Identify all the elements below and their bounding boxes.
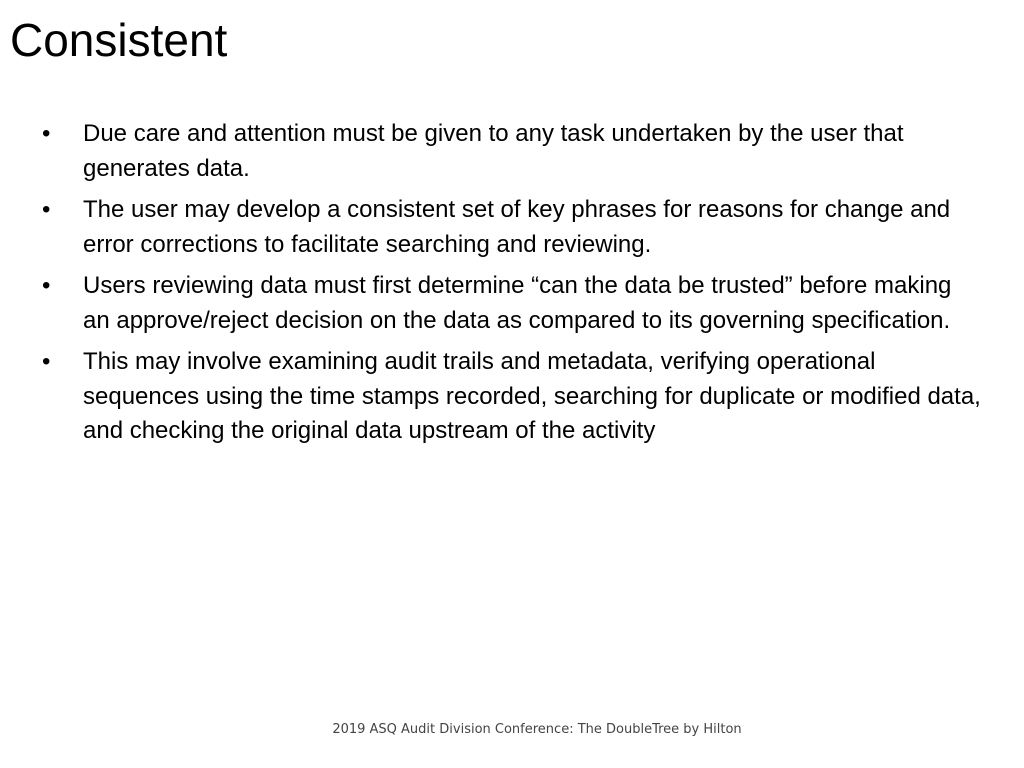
bullet-text: Users reviewing data must first determine “can the data be trusted” before making an approve/reject decision on the data as compared to its governing specification. bbox=[83, 272, 952, 334]
bullet-item bbox=[42, 345, 982, 449]
bullet-dot-icon: • bbox=[42, 348, 51, 375]
bullet-text: The user may develop a consistent set of key phrases for reasons for change and error corrections to facilitate searching and reviewing. bbox=[83, 196, 951, 258]
bullet-list bbox=[42, 117, 982, 456]
bullet-item bbox=[42, 193, 982, 262]
bullet-item bbox=[42, 117, 982, 186]
bullet-text: Due care and attention must be given to any task undertaken by the user that generates data. bbox=[83, 120, 904, 182]
bullet-item bbox=[42, 269, 982, 338]
slide-footer: 2019 ASQ Audit Division Conference: The DoubleTree by Hilton bbox=[332, 722, 742, 737]
bullet-dot-icon: • bbox=[42, 120, 51, 147]
bullet-text: This may involve examining audit trails and metadata, verifying operational sequences using the time stamps recorded, searching for duplicate or modified data, and checking the original data upstream of the activity bbox=[83, 348, 981, 444]
slide-title: Consistent bbox=[10, 14, 228, 66]
bullet-dot-icon: • bbox=[42, 272, 51, 299]
bullet-dot-icon: • bbox=[42, 196, 51, 223]
